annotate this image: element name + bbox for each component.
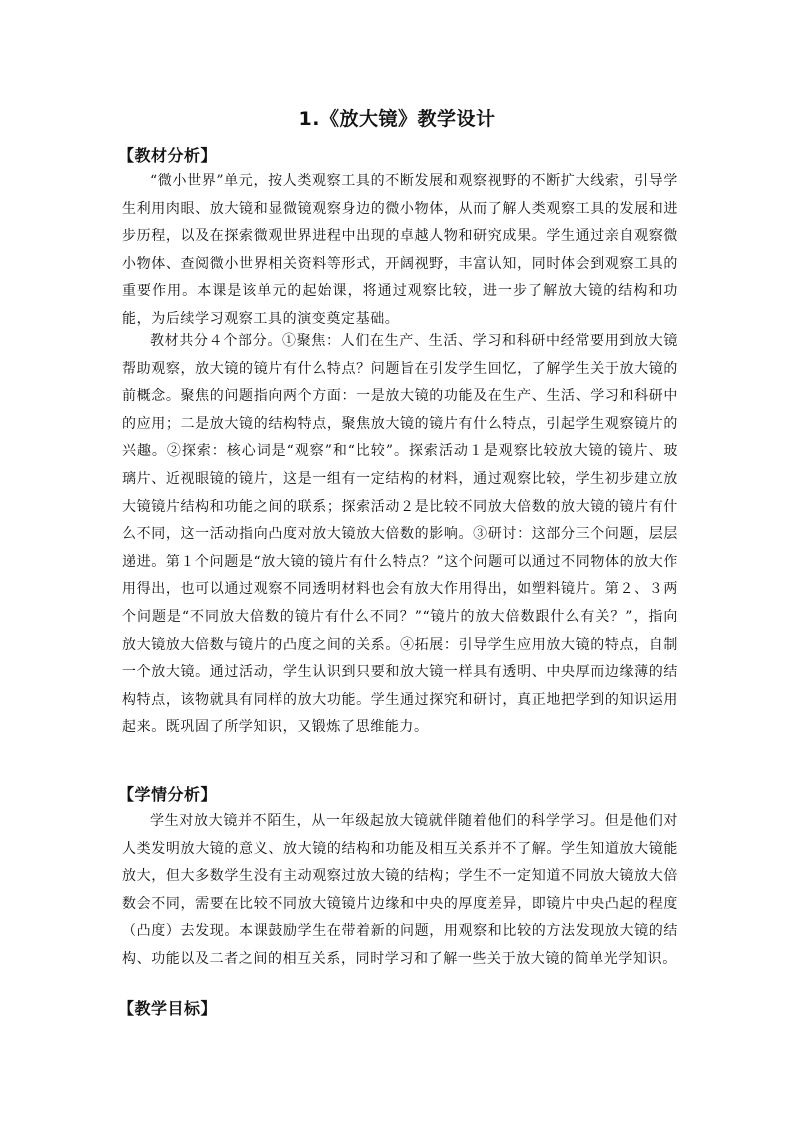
section-heading-student-analysis: 【学情分析】 — [118, 785, 218, 804]
section-heading-teaching-objectives: 【教学目标】 — [118, 999, 218, 1018]
paragraph-textbook-parts: 教材共分４个部分。①聚焦：人们在生产、生活、学习和科研中经常要用到放大镜帮助观察，放大镜的镜片有什么特点？问题旨在引发学生回忆，了解学生关于放大镜的前概念。聚焦的问题指向两个方面：一是放大镜的功能及在生产、生活、学习和科研中的应用；二是放大镜的结构特点，聚焦放大镜的镜片有什么特点，引起学生观察镜片的兴趣。②探索：核心词是“观察”和“比较”。探索活动１是观察比较放大镜的镜片、玻璃片、近视眼镜的镜片，这是一组有一定结构的材料，通过观察比较，学生初步建立放大镜镜片结构和功能之间的联系；探索活动２是比较不同放大倍数的放大镜的镜片有什么不同，这一活动指向凸度对放大镜放大倍数的影响。③研讨：这部分三个问题，层层递进。第１个问题是“放大镜的镜片有什么特点？”这个问题可以通过不同物体的放大作用得出，也可以通过观察不同透明材料也会有放大作用得出，如塑料镜片。第２、３两个问题是“不同放大倍数的镜片有什么不同？”“镜片的放大倍数跟什么有关？”，指向放大镜放大倍数与镜片的凸度之间的关系。④拓展：引导学生应用放大镜的特点，自制一个放大镜。通过活动，学生认识到只要和放大镜一样具有透明、中央厚而边缘薄的结构特点，该物就具有同样的放大功能。学生通过探究和研讨，真正地把学到的知识运用起来。既巩固了所学知识，又锻炼了思维能力。 — [122, 333, 678, 736]
section-heading-textbook-analysis: 【教材分析】 — [118, 146, 218, 165]
document-title: 1.《放大镜》教学设计 — [298, 108, 496, 130]
paragraph-student-analysis: 学生对放大镜并不陌生，从一年级起放大镜就伴随着他们的科学学习。但是他们对人类发明放大镜的意义、放大镜的结构和功能及相互关系并不了解。学生知道放大镜能放大，但大多数学生没有主动观察过放大镜的结构；学生不一定知道不同放大镜放大倍数会不同，需要在比较不同放大镜镜片边缘和中央的厚度差异，即镜片中央凸起的程度（凸度）去发现。本课鼓励学生在带着新的问题，用观察和比较的方法发现放大镜的结构、功能以及二者之间的相互关系，同时学习和了解一些关于放大镜的简单光学知识。 — [122, 813, 678, 967]
paragraph-unit-overview: “微小世界”单元，按人类观察工具的不断发展和观察视野的不断扩大线索，引导学生利用肉眼、放大镜和显微镜观察身边的微小物体，从而了解人类观察工具的发展和进步历程，以及在探索微观世界进程中出现的卓越人物和研究成果。学生通过亲自观察微小物体、查阅微小世界相关资料等形式，开阔视野，丰富认知，同时体会到观察工具的重要作用。本课是该单元的起始课，将通过观察比较，进一步了解放大镜的结构和功能，为后续学习观察工具的演变奠定基础。 — [122, 173, 678, 327]
